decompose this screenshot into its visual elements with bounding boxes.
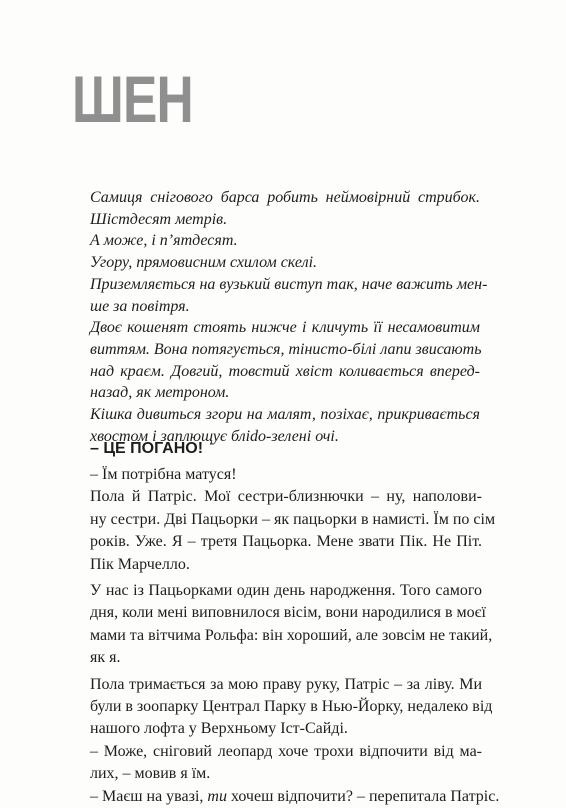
- body-line: років. Уже. Я – третя Пацьорка. Мене звати Пік. Не Піт.: [90, 533, 482, 551]
- intro-line: виттям. Вона потягується, тінисто-білі лапи звисають: [90, 340, 482, 358]
- body-line: Пік Марчелло.: [90, 555, 190, 573]
- intro-passage: [90, 187, 488, 447]
- shout-heading: – ЦЕ ПОГАНО!: [90, 440, 204, 457]
- body-line: – Їм потрібна матуся!: [90, 466, 237, 483]
- intro-line: Шістдесят метрів.: [90, 210, 228, 228]
- emphasis-word: ти: [207, 787, 227, 805]
- body-line: ну сестри. Дві Пацьорки – як пацьорки в намисті. Їм по сім: [90, 510, 496, 528]
- body-line: У нас із Пацьорками один день народження. Того самого: [90, 582, 482, 600]
- intro-line: Двоє кошенят стоять нижче і кличуть її несамовитим: [90, 319, 480, 337]
- body-line: Пола й Патріс. Мої сестри-близнючки – ну, наполови-: [90, 488, 482, 506]
- body-line: [90, 786, 500, 808]
- intro-line: ше за повітря.: [90, 297, 190, 315]
- body-line: лих, – мовив я їм.: [90, 765, 211, 783]
- body-line: Пола тримається за мою праву руку, Патріс – за ліву. Ми: [90, 675, 482, 693]
- intro-line: над краєм. Довгий, товстий хвіст коливається вперед-: [90, 362, 480, 380]
- body-line: мами та вітчима Рольфа: він хороший, але зовсім не такий,: [90, 626, 493, 644]
- body-line: нашого лофта у Верхньому Іст-Сайді.: [90, 720, 348, 738]
- intro-line: хвостом і заплющує бліdo-зелені очі.: [90, 427, 339, 445]
- intro-line: назад, як метроном.: [90, 384, 230, 402]
- body-line-start: – Маєш на увазі,: [90, 787, 208, 805]
- body-line-end: хочеш відпочити? – перепитала Патріс.: [226, 787, 500, 805]
- intro-line: Самиця снігового барса робить неймовірний стрибок.: [90, 189, 480, 206]
- chapter-title: ШЕН: [72, 62, 193, 136]
- intro-line: Кішка дивиться згори на малят, позіхає, прикривається: [90, 406, 480, 424]
- body-line: були в зоопарку Централ Парку в Нью-Йорку, недалеко від: [90, 698, 493, 716]
- body-text: [90, 464, 500, 808]
- intro-line: А може, і п’ятдесят.: [90, 232, 238, 250]
- intro-line: Приземляється на вузький виступ так, наче важить мен-: [90, 275, 488, 293]
- intro-line: Угору, прямовисним схилом скелі.: [90, 254, 318, 272]
- body-line: як я.: [90, 649, 121, 667]
- body-line: – Може, сніговий леопард хоче трохи відпочити від ма-: [90, 742, 482, 760]
- body-line: дня, коли мені виповнилося вісім, вони народилися в моєї: [90, 604, 486, 622]
